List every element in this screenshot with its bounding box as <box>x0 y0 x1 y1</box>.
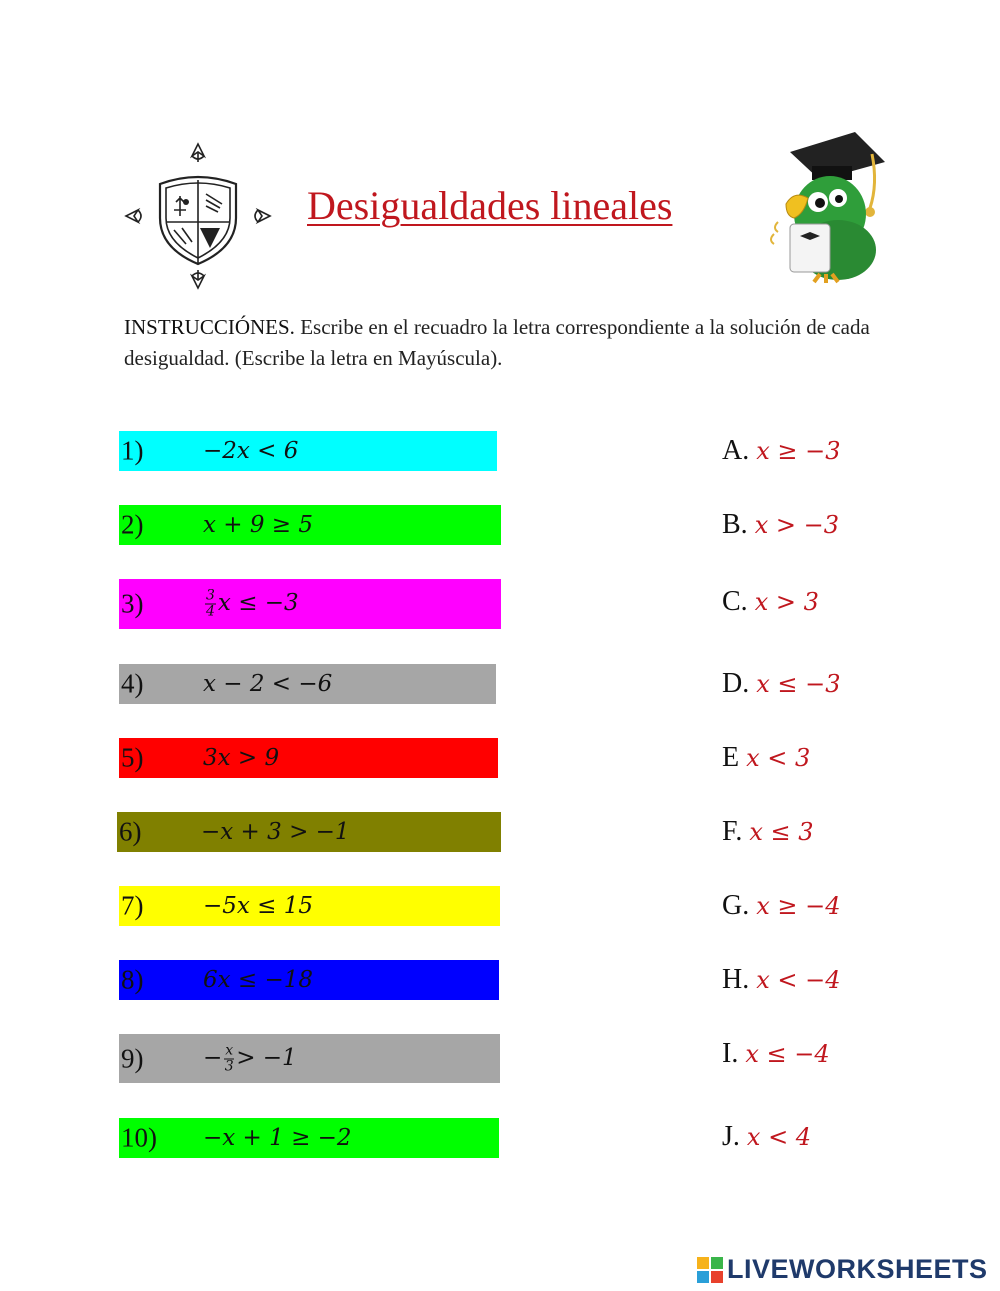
problem-expression <box>203 1125 352 1151</box>
answer-input-6[interactable] <box>425 812 501 852</box>
expression-text: −5x ≤ 15 <box>203 893 314 919</box>
option-answer: x ≤ −4 <box>745 1040 830 1068</box>
option-answer: x < 3 <box>746 744 811 772</box>
problem-expression <box>203 589 299 620</box>
problem-number: 6) <box>119 816 142 847</box>
option-j <box>722 1121 811 1153</box>
answer-input-5[interactable] <box>427 738 498 778</box>
instructions <box>124 312 904 374</box>
school-crest-logo <box>122 140 274 292</box>
option-answer: x ≥ −3 <box>756 437 841 465</box>
option-label: C. <box>722 586 748 617</box>
problem-number: 2) <box>121 509 144 540</box>
answer-input-3[interactable] <box>427 579 501 629</box>
problem-row-4 <box>119 664 496 704</box>
fraction <box>205 589 216 620</box>
problem-expression <box>203 512 313 538</box>
expression-text: 3x > 9 <box>203 745 280 771</box>
fraction-numerator: 3 <box>206 587 215 604</box>
option-h <box>722 964 841 996</box>
expression-text: −x + 3 > −1 <box>201 819 350 845</box>
problem-row-8 <box>119 960 499 1000</box>
option-label: B. <box>722 509 748 540</box>
answer-input-9[interactable] <box>427 1034 500 1083</box>
expression-text: 6x ≤ −18 <box>203 967 314 993</box>
graduate-parrot-mascot <box>760 132 895 284</box>
problem-number: 8) <box>121 964 144 995</box>
option-label: D. <box>722 668 750 699</box>
option-f <box>722 816 814 848</box>
problem-number: 9) <box>121 1043 144 1073</box>
option-a <box>722 435 841 467</box>
problem-number: 1) <box>121 435 144 466</box>
fraction-denominator: 3 <box>224 1058 234 1074</box>
expression-text: −2x < 6 <box>203 438 299 464</box>
expression-text: x ≤ −3 <box>217 590 299 616</box>
problem-row-3 <box>119 579 501 629</box>
expression-text: x + 9 ≥ 5 <box>203 512 314 538</box>
option-answer: x ≥ −4 <box>756 892 841 920</box>
option-i <box>722 1038 830 1070</box>
problem-expression <box>203 438 298 464</box>
option-label: F. <box>722 816 743 847</box>
problem-number: 7) <box>121 890 144 921</box>
problem-row-6 <box>117 812 501 852</box>
option-answer: x > 3 <box>754 588 819 616</box>
page-title: Desigualdades lineales <box>307 183 673 228</box>
instructions-lead: INSTRUCCIÓNES. <box>124 315 295 339</box>
expression-prefix: − <box>203 1044 223 1071</box>
option-label: I. <box>722 1038 739 1069</box>
option-d <box>722 668 841 700</box>
problem-expression <box>203 967 313 993</box>
answer-input-1[interactable] <box>427 431 497 471</box>
problem-number: 3) <box>121 588 144 619</box>
problem-expression <box>203 1043 297 1074</box>
expression-text: x − 2 < −6 <box>203 671 333 697</box>
option-answer: x < 4 <box>746 1123 812 1151</box>
fraction-numerator: x <box>225 1042 234 1058</box>
answer-input-4[interactable] <box>427 664 496 704</box>
problem-row-1 <box>119 431 497 471</box>
option-answer: x < −4 <box>756 966 841 994</box>
expression-text: > −1 <box>236 1044 297 1071</box>
problem-number: 5) <box>121 742 144 773</box>
problem-row-7 <box>119 886 500 926</box>
problem-row-5 <box>119 738 498 778</box>
fraction-denominator: 4 <box>206 603 215 620</box>
expression-text: −x + 1 ≥ −2 <box>203 1125 352 1151</box>
liveworksheets-icon <box>697 1257 723 1283</box>
fraction <box>224 1043 234 1074</box>
option-c <box>722 586 819 618</box>
answer-input-2[interactable] <box>427 505 501 545</box>
answer-input-7[interactable] <box>427 886 500 926</box>
problem-row-10 <box>119 1118 499 1158</box>
option-answer: x ≤ 3 <box>749 818 814 846</box>
problem-expression <box>203 671 332 697</box>
option-e <box>722 742 810 774</box>
option-label: J. <box>722 1121 740 1152</box>
option-label: H. <box>722 964 750 995</box>
option-answer: x > −3 <box>754 511 839 539</box>
instructions-text: Escribe en el recuadro la letra correspondiente a la solución de cada desigualdad. (Escribe la letra en Mayúscula). <box>124 315 870 370</box>
problem-row-9 <box>119 1034 500 1083</box>
option-label: E <box>722 742 740 773</box>
problem-number: 4) <box>121 668 144 699</box>
liveworksheets-brand: LIVEWORKSHEETS <box>727 1254 988 1284</box>
option-b <box>722 509 839 541</box>
problem-expression <box>203 745 279 771</box>
option-label: A. <box>722 435 750 466</box>
problem-expression <box>201 819 350 845</box>
liveworksheets-logo[interactable] <box>697 1254 988 1285</box>
problem-number: 10) <box>121 1122 157 1153</box>
problem-expression <box>203 893 313 919</box>
answer-input-10[interactable] <box>427 1118 499 1158</box>
option-g <box>722 890 841 922</box>
problem-row-2 <box>119 505 501 545</box>
answer-input-8[interactable] <box>427 960 499 1000</box>
option-answer: x ≤ −3 <box>756 670 841 698</box>
option-label: G. <box>722 890 750 921</box>
